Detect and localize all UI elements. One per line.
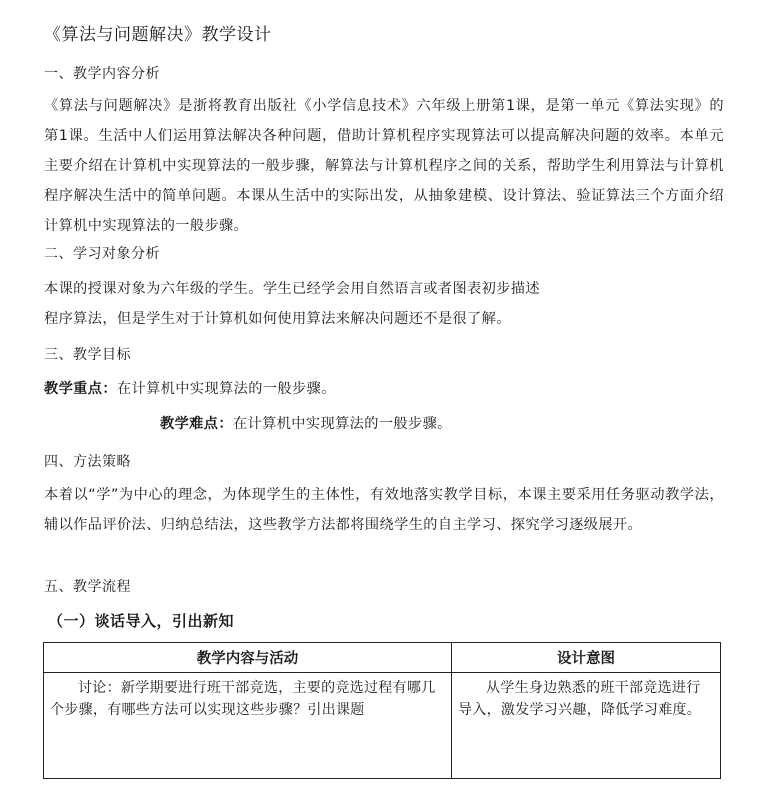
table-cell-activity: 讨论：新学期要进行班干部竞选，主要的竞选过程有哪几个步骤，有哪些方法可以实现这些步骤？引出课题 (44, 673, 452, 779)
table-cell-intent: 从学生身边熟悉的班干部竞选进行导入，激发学习兴趣，降低学习难度。 (452, 673, 721, 779)
table-header-row (44, 643, 721, 673)
difficult-point-text: 在计算机中实现算法的一般步骤。 (232, 416, 452, 432)
learner-analysis-line-1: 本课的授课对象为六年级的学生。学生已经学会用自然语言或者图表初步描述 (44, 281, 540, 297)
page-title: 《算法与问题解决》教学设计 (44, 25, 272, 45)
key-point-label: 教学重点： (44, 381, 117, 397)
section-heading-content-analysis: 一、教学内容分析 (44, 66, 160, 82)
content-analysis-paragraph: 《算法与问题解决》是浙将教育出版社《小学信息技术》六年级上册第1课，是第一单元《算法实现》的第1课。生活中人们运用算法解决各种问题，借助计算机程序实现算法可以提高解决问题的效率。本单元主要介绍在计算机中实现算法的一般步骤，解算法与计算机程序之间的关系，帮助学生利用算法与计算机程序解决生活中的简单问题。本课从生活中的实际出发，从抽象建模、设计算法、验证算法三个方面介绍计算机中实现算法的一般步骤。 (44, 98, 724, 234)
methods-paragraph: 本着以“学”为中心的理念，为体现学生的主体性，有效地落实教学目标，本课主要采用任务驱动教学法，辅以作品评价法、归纳总结法，这些教学方法都将围绕学生的自主学习、探究学习逐级展开。 (44, 487, 724, 533)
process-table (43, 642, 721, 779)
key-point-text: 在计算机中实现算法的一般步骤。 (116, 381, 336, 397)
process-step-heading: （一）谈话导入，引出新知 (48, 612, 235, 630)
key-point (44, 378, 336, 398)
difficult-point (160, 413, 452, 433)
section-heading-objectives: 三、教学目标 (44, 347, 131, 363)
section-heading-methods: 四、方法策略 (44, 454, 131, 470)
section-heading-learner-analysis: 二、学习对象分析 (44, 246, 160, 262)
section-heading-process: 五、教学流程 (44, 579, 131, 595)
learner-analysis-line-2: 程序算法，但是学生对于计算机如何使用算法来解决问题还不是很了解。 (44, 311, 511, 327)
table-header-activities: 教学内容与活动 (44, 643, 452, 673)
difficult-point-label: 教学难点： (160, 416, 233, 432)
table-row (44, 673, 721, 779)
table-header-intent: 设计意图 (452, 643, 721, 673)
